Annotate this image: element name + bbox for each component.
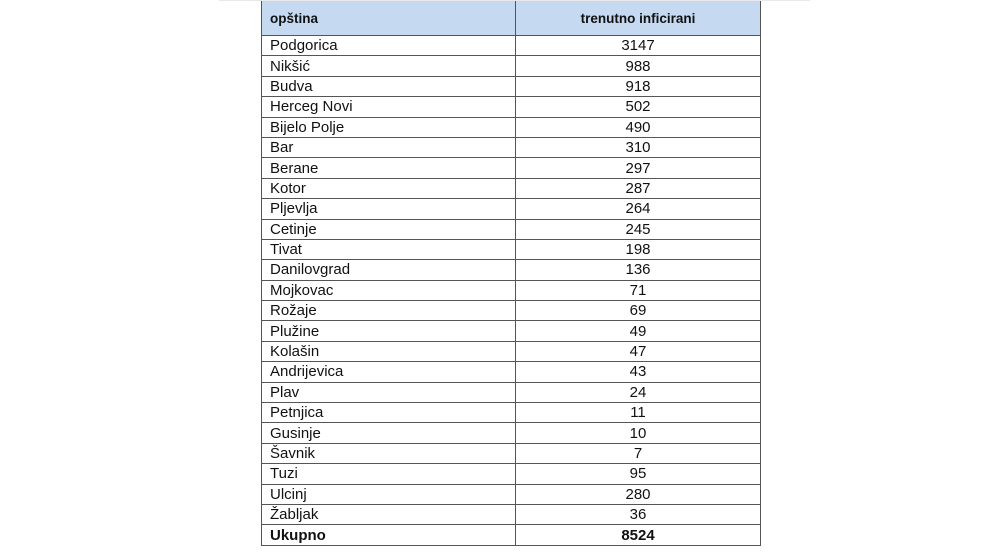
municipality-cell: Petnjica: [262, 403, 516, 423]
total-row: [262, 525, 761, 545]
table-body: [262, 36, 761, 546]
table-row: [262, 56, 761, 76]
municipality-cell: Šavnik: [262, 443, 516, 463]
table-row: [262, 260, 761, 280]
municipality-cell: Ulcinj: [262, 484, 516, 504]
infected-count-cell: 280: [516, 484, 761, 504]
municipality-cell: Plužine: [262, 321, 516, 341]
table-row: [262, 382, 761, 402]
infected-count-cell: 3147: [516, 36, 761, 56]
municipality-cell: Nikšić: [262, 56, 516, 76]
table-row: [262, 178, 761, 198]
total-label: Ukupno: [262, 525, 516, 545]
header-infected: trenutno inficirani: [516, 1, 761, 36]
total-value: 8524: [516, 525, 761, 545]
municipality-cell: Žabljak: [262, 504, 516, 524]
infections-table: [261, 0, 761, 546]
infected-count-cell: 7: [516, 443, 761, 463]
document-page: [219, 0, 810, 554]
table-row: [262, 239, 761, 259]
infected-count-cell: 918: [516, 76, 761, 96]
table-row: [262, 504, 761, 524]
infected-count-cell: 69: [516, 301, 761, 321]
municipality-cell: Bijelo Polje: [262, 117, 516, 137]
municipality-cell: Pljevlja: [262, 199, 516, 219]
infected-count-cell: 264: [516, 199, 761, 219]
municipality-cell: Mojkovac: [262, 280, 516, 300]
municipality-cell: Tivat: [262, 239, 516, 259]
table-row: [262, 97, 761, 117]
infected-count-cell: 71: [516, 280, 761, 300]
table-row: [262, 158, 761, 178]
infected-count-cell: 198: [516, 239, 761, 259]
table-row: [262, 219, 761, 239]
table-header: [262, 1, 761, 36]
table-row: [262, 443, 761, 463]
municipality-cell: Gusinje: [262, 423, 516, 443]
infected-count-cell: 47: [516, 341, 761, 361]
infected-count-cell: 490: [516, 117, 761, 137]
infected-count-cell: 988: [516, 56, 761, 76]
infected-count-cell: 136: [516, 260, 761, 280]
infected-count-cell: 10: [516, 423, 761, 443]
infected-count-cell: 95: [516, 464, 761, 484]
table-row: [262, 137, 761, 157]
infected-count-cell: 502: [516, 97, 761, 117]
municipality-cell: Andrijevica: [262, 362, 516, 382]
infected-count-cell: 36: [516, 504, 761, 524]
table-row: [262, 76, 761, 96]
header-row: [262, 1, 761, 36]
table-row: [262, 199, 761, 219]
table-row: [262, 280, 761, 300]
municipality-cell: Berane: [262, 158, 516, 178]
municipality-cell: Rožaje: [262, 301, 516, 321]
infected-count-cell: 43: [516, 362, 761, 382]
table-row: [262, 464, 761, 484]
municipality-cell: Herceg Novi: [262, 97, 516, 117]
municipality-cell: Podgorica: [262, 36, 516, 56]
municipality-cell: Kolašin: [262, 341, 516, 361]
municipality-cell: Tuzi: [262, 464, 516, 484]
table-row: [262, 423, 761, 443]
municipality-cell: Danilovgrad: [262, 260, 516, 280]
table-row: [262, 341, 761, 361]
table-row: [262, 403, 761, 423]
table-row: [262, 484, 761, 504]
infected-count-cell: 11: [516, 403, 761, 423]
table-row: [262, 362, 761, 382]
infected-count-cell: 297: [516, 158, 761, 178]
municipality-cell: Cetinje: [262, 219, 516, 239]
table-row: [262, 117, 761, 137]
municipality-cell: Budva: [262, 76, 516, 96]
municipality-cell: Plav: [262, 382, 516, 402]
municipality-cell: Bar: [262, 137, 516, 157]
infected-count-cell: 310: [516, 137, 761, 157]
municipality-cell: Kotor: [262, 178, 516, 198]
infected-count-cell: 24: [516, 382, 761, 402]
table-row: [262, 321, 761, 341]
header-municipality: opština: [262, 1, 516, 36]
table-row: [262, 301, 761, 321]
infected-count-cell: 49: [516, 321, 761, 341]
table-row: [262, 36, 761, 56]
infected-count-cell: 245: [516, 219, 761, 239]
infected-count-cell: 287: [516, 178, 761, 198]
